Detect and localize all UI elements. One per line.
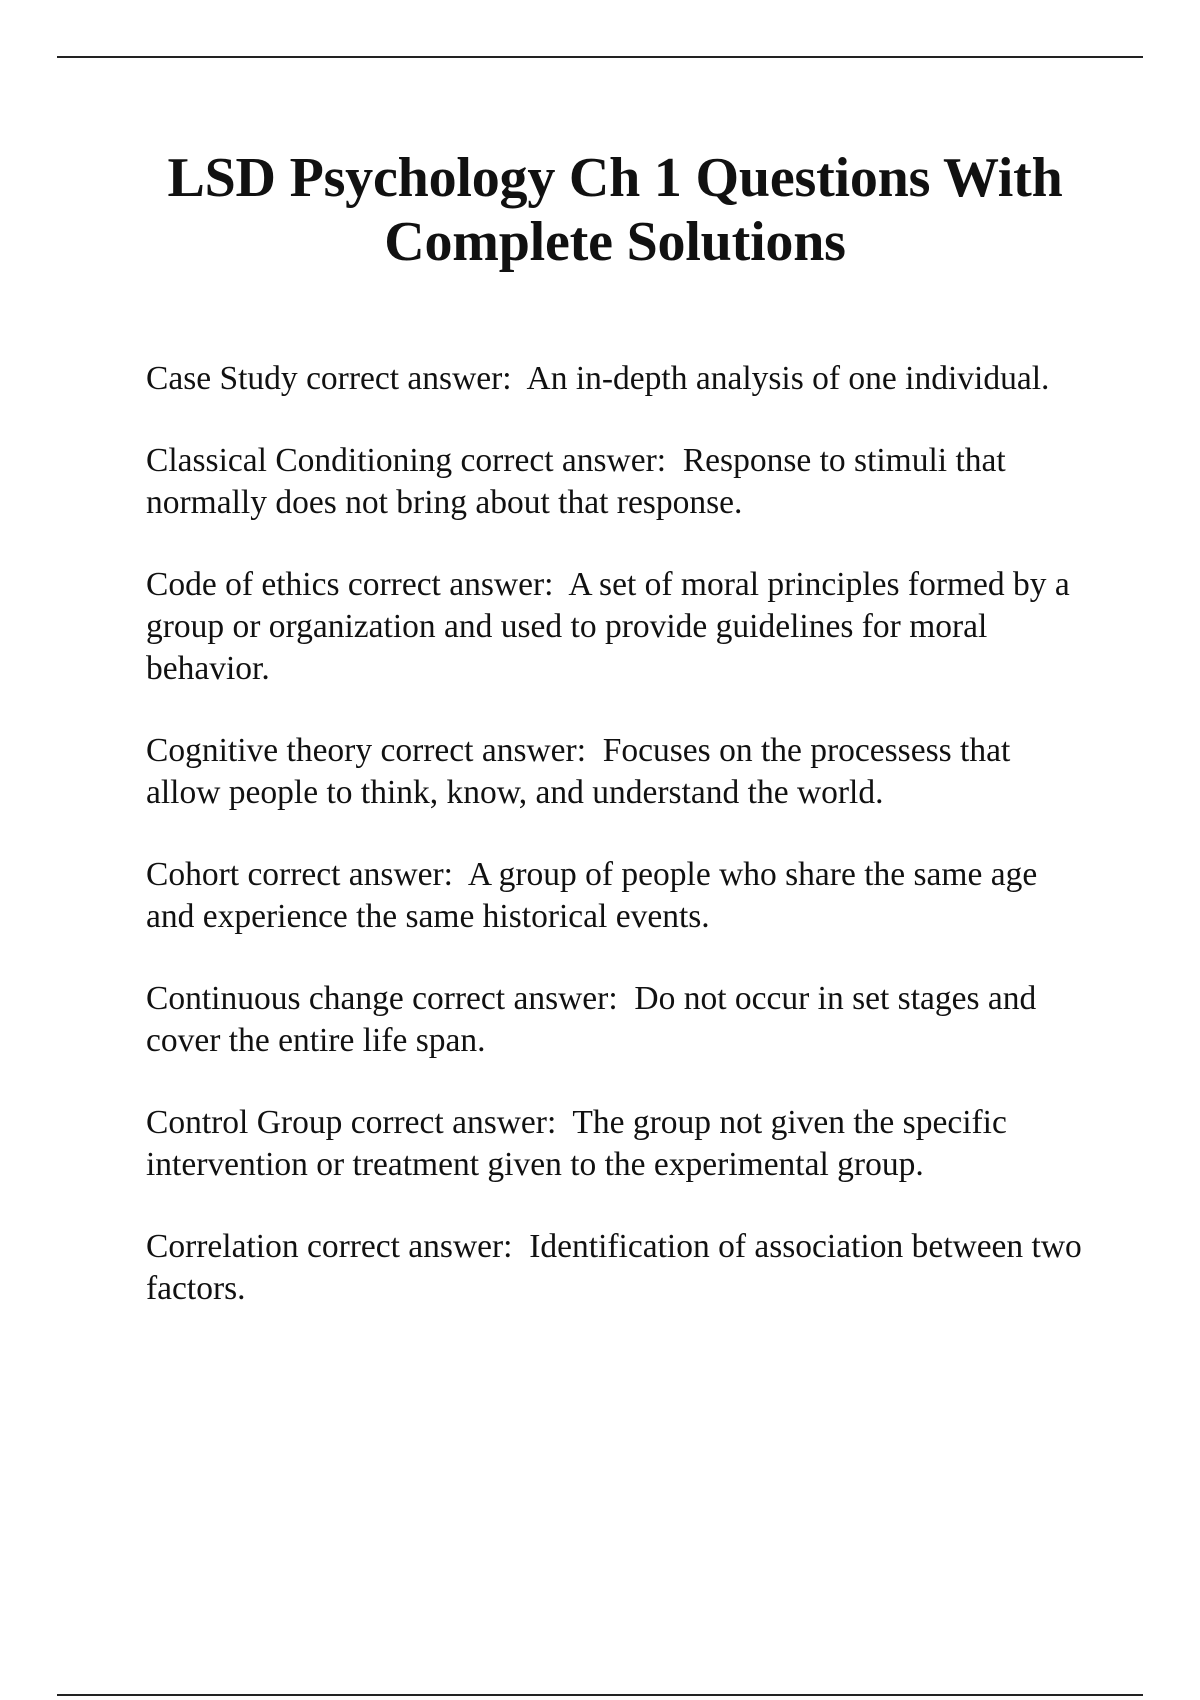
entry-definition: Do not occur in set stages and cover the entire life span. xyxy=(146,980,1037,1059)
qa-entry-classical-conditioning xyxy=(146,440,1090,524)
entry-term: Case Study xyxy=(146,360,298,397)
entry-definition: A set of moral principles formed by a group or organization and used to provide guidelines for moral behavior. xyxy=(146,566,1070,687)
entry-separator: correct answer: xyxy=(347,566,554,603)
qa-entry-cognitive-theory xyxy=(146,730,1090,814)
entry-definition: Response to stimuli that normally does not bring about that response. xyxy=(146,442,1006,521)
entry-separator: correct answer: xyxy=(306,360,512,397)
entry-definition: A group of people who share the same age and experience the same historical events. xyxy=(146,856,1038,935)
top-rule xyxy=(57,56,1143,58)
qa-entry-case-study xyxy=(146,358,1090,400)
entry-definition: An in-depth analysis of one individual. xyxy=(526,360,1050,397)
qa-entry-code-of-ethics xyxy=(146,564,1090,690)
entry-separator: correct answer: xyxy=(412,980,618,1017)
entry-term: Classical Conditioning xyxy=(146,442,453,479)
entry-separator: correct answer: xyxy=(247,856,453,893)
entry-separator: correct answer: xyxy=(460,442,667,479)
entry-term: Control Group xyxy=(146,1104,343,1141)
entry-term: Correlation xyxy=(146,1228,299,1265)
entry-definition: The group not given the specific intervention or treatment given to the experimental group. xyxy=(146,1104,1007,1183)
title-line-1: LSD Psychology Ch 1 Questions With xyxy=(167,147,1063,209)
entry-separator: correct answer: xyxy=(350,1104,557,1141)
qa-entry-continuous-change xyxy=(146,978,1090,1062)
title-line-2: Complete Solutions xyxy=(384,211,846,273)
bottom-rule xyxy=(57,1694,1143,1696)
qa-list xyxy=(146,358,1090,1350)
entry-separator: correct answer: xyxy=(306,1228,513,1265)
qa-entry-correlation xyxy=(146,1226,1090,1310)
entry-term: Cognitive theory xyxy=(146,732,373,769)
entry-definition: Identification of association between two factors. xyxy=(146,1228,1082,1307)
entry-term: Cohort xyxy=(146,856,240,893)
document-title xyxy=(100,146,1130,274)
qa-entry-cohort xyxy=(146,854,1090,938)
entry-term: Code of ethics xyxy=(146,566,340,603)
entry-term: Continuous change xyxy=(146,980,404,1017)
qa-entry-control-group xyxy=(146,1102,1090,1186)
entry-separator: correct answer: xyxy=(380,732,586,769)
entry-definition: Focuses on the processess that allow people to think, know, and understand the world. xyxy=(146,732,1011,811)
